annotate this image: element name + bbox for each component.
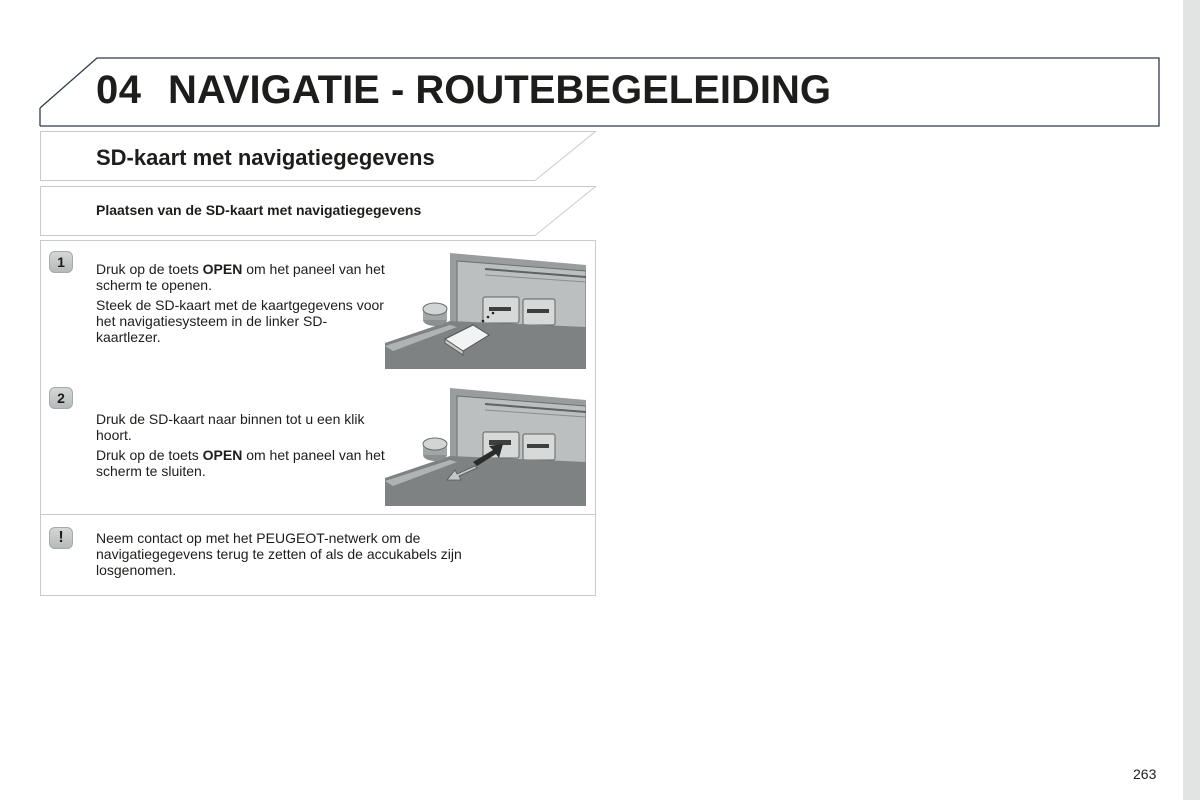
- step-1-text-a: Druk op de toets: [96, 261, 203, 277]
- subsection-heading-box: [40, 186, 596, 236]
- open-key-label: OPEN: [202, 447, 243, 463]
- section-heading-box: [40, 131, 596, 181]
- step-2-text-a: Druk de SD-kaart naar binnen tot u een klik hoort.: [96, 411, 365, 443]
- step-2-text-b: Druk op de toets: [96, 447, 203, 463]
- step-2: [40, 378, 596, 515]
- sd-card-push-illustration: [385, 386, 586, 506]
- step-2-text-c: om het paneel van het scherm te sluiten.: [96, 447, 385, 479]
- step-number-badge: 1: [49, 251, 73, 273]
- step-number-badge: 2: [49, 387, 73, 409]
- open-key-label: OPEN: [202, 261, 243, 277]
- warning-icon: !: [49, 527, 73, 549]
- step-2-text: [96, 411, 386, 483]
- chapter-title: NAVIGATIE - ROUTEBEGELEIDING: [168, 68, 831, 112]
- subsection-title: Plaatsen van de SD-kaart met navigatiegegevens: [96, 202, 422, 218]
- warning-text: Neem contact op met het PEUGEOT-netwerk om de navigatiegegevens terug te zetten of als de accukabels zijn losgenomen.: [96, 530, 462, 578]
- chapter-number: 04: [96, 68, 142, 112]
- sd-card-insert-illustration: [385, 251, 586, 369]
- section-title: SD-kaart met navigatiegegevens: [96, 145, 435, 170]
- step-1-text: [96, 261, 386, 349]
- warning-note: [40, 515, 596, 596]
- step-1-text-b: om het paneel van het scherm te openen.: [96, 261, 385, 293]
- step-1-text-c: Steek de SD-kaart met de kaartgegevens voor het navigatiesysteem in de linker SD-kaartlezer.: [96, 297, 384, 345]
- step-1: [40, 240, 596, 379]
- page-number: 263: [1133, 766, 1157, 782]
